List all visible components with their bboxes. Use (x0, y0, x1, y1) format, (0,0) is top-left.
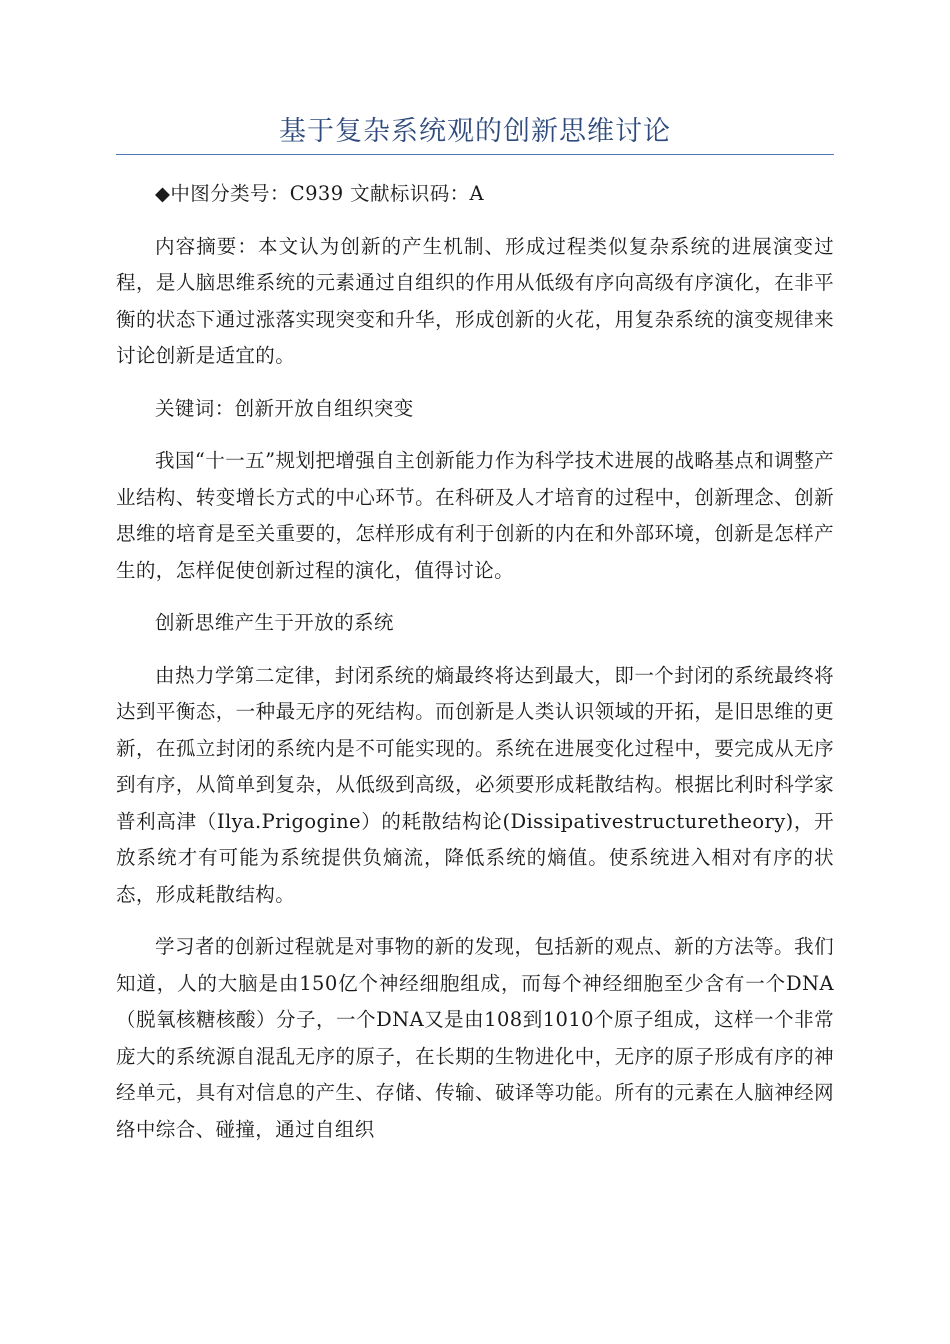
document-body (116, 176, 834, 1164)
classification-line: ◆中图分类号：C939 文献标识码：A (155, 182, 485, 205)
section-heading: 创新思维产生于开放的系统 (155, 611, 394, 634)
title-underline (116, 154, 834, 155)
document-title: 基于复杂系统观的创新思维讨论 (279, 116, 671, 147)
body-paragraph: 由热力学第二定律，封闭系统的熵最终将达到最大，即一个封闭的系统最终将达到平衡态，一种最无序的死结构。而创新是人类认识领域的开拓，是旧思维的更新，在孤立封闭的系统内是不可能实现的。系统在进展变化过程中，要完成从无序到有序，从简单到复杂，从低级到高级，必须要形成耗散结构。根据比利时科学家普利高津（Ilya.Prigogine）的耗散结构论(Dissipativestructuretheory)，开放系统才有可能为系统提供负熵流，降低系统的熵值。使系统进入相对有序的状态，形成耗散结构。 (116, 663, 834, 906)
body-paragraph: 我国“十一五”规划把增强自主创新能力作为科学技术进展的战略基点和调整产业结构、转变增长方式的中心环节。在科研及人才培育的过程中，创新理念、创新思维的培育是至关重要的，怎样形成有利于创新的内在和外部环境，创新是怎样产生的，怎样促使创新过程的演化，值得讨论。 (116, 449, 834, 582)
body-paragraph: 学习者的创新过程就是对事物的新的发现，包括新的观点、新的方法等。我们知道，人的大脑是由150亿个神经细胞组成，而每个神经细胞至少含有一个DNA（脱氧核糖核酸）分子，一个DNA又是由108到1010个原子组成，这样一个非常庞大的系统源自混乱无序的原子，在长期的生物进化中，无序的原子形成有序的神经单元，具有对信息的产生、存储、传输、破译等功能。所有的元素在人脑神经网络中综合、碰撞，通过自组织 (116, 935, 834, 1141)
abstract-paragraph: 内容摘要：本文认为创新的产生机制、形成过程类似复杂系统的进展演变过程，是人脑思维系统的元素通过自组织的作用从低级有序向高级有序演化，在非平衡的状态下通过涨落实现突变和升华，形成创新的火花，用复杂系统的演变规律来讨论创新是适宜的。 (116, 234, 834, 367)
keywords-line: 关键词：创新开放自组织突变 (155, 396, 414, 420)
